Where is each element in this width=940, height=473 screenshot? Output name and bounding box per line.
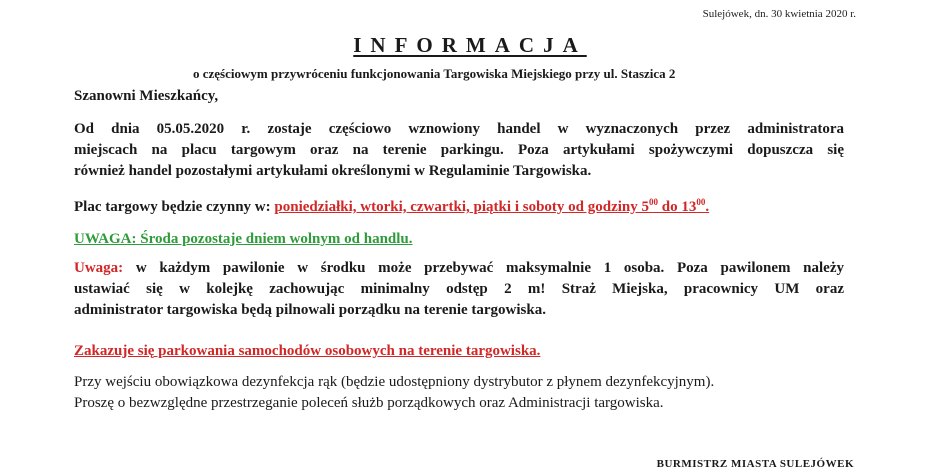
- paragraph-line: Proszę o bezwzględne przestrzeganie poleceń służb porządkowych oraz Administracji targowiska.: [74, 395, 664, 411]
- paragraph-line: Od dnia 05.05.2020 r. zostaje częściowo wznowiony handel w wyznaczonych przez administratora: [74, 121, 844, 137]
- paragraph-line: również handel pozostałymi artykułami określonymi w Regulaminie Targowiska.: [74, 163, 592, 179]
- hours-mid: do 13: [658, 199, 697, 215]
- document-title: INFORMACJA: [353, 33, 587, 57]
- paragraph-disinfection: [74, 372, 844, 414]
- greeting: Szanowni Mieszkańcy,: [74, 88, 219, 104]
- hours-days-text: poniedziałki, wtorki, czwartki, piątki i soboty od godziny 5: [274, 199, 650, 215]
- document-subtitle: o częściowym przywróceniu funkcjonowania Targowiska Miejskiego przy ul. Staszica 2: [193, 66, 676, 81]
- open-minutes: 00: [649, 197, 659, 207]
- paragraph-line: [74, 258, 844, 279]
- paragraph-line: administrator targowiska będą pilnowali porządku na terenie targowiska.: [74, 302, 546, 318]
- document-date: Sulejówek, dn. 30 kwietnia 2020 r.: [702, 8, 856, 20]
- warning-line-text: w każdym pawilonie w środku może przebywać maksymalnie 1 osoba. Poza pawilonem należy: [123, 260, 844, 276]
- hours-end: .: [705, 199, 710, 215]
- wednesday-notice-text: UWAGA: Środa pozostaje dniem wolnym od handlu.: [74, 231, 413, 247]
- warning-label: Uwaga:: [74, 260, 124, 276]
- close-minutes: 00: [696, 197, 706, 207]
- hours-lead: Plac targowy będzie czynny w:: [74, 199, 275, 215]
- paragraph-pavilion-rules: [74, 258, 844, 321]
- paragraph-parking-ban: [74, 341, 540, 362]
- signature: BURMISTRZ MIASTA SULEJÓWEK: [656, 458, 854, 470]
- hours-days: [274, 199, 709, 215]
- paragraph-opening-hours: [74, 197, 844, 218]
- paragraph-wednesday-notice: [74, 229, 413, 250]
- paragraph-reopening: [74, 119, 844, 182]
- parking-ban-text: Zakazuje się parkowania samochodów osobowych na terenie targowiska.: [74, 343, 541, 359]
- paragraph-line: ustawiać się w kolejkę zachowując minimalny odstęp 2 m! Straż Miejska, pracownicy UM oraz: [74, 281, 844, 297]
- paragraph-line: miejscach na placu targowym oraz na terenie parkingu. Poza artykułami spożywczymi dopuszcza się: [74, 142, 844, 158]
- paragraph-line: Przy wejściu obowiązkowa dezynfekcja rąk (będzie udostępniony dystrybutor z płynem dezynfekcyjnym).: [74, 374, 715, 390]
